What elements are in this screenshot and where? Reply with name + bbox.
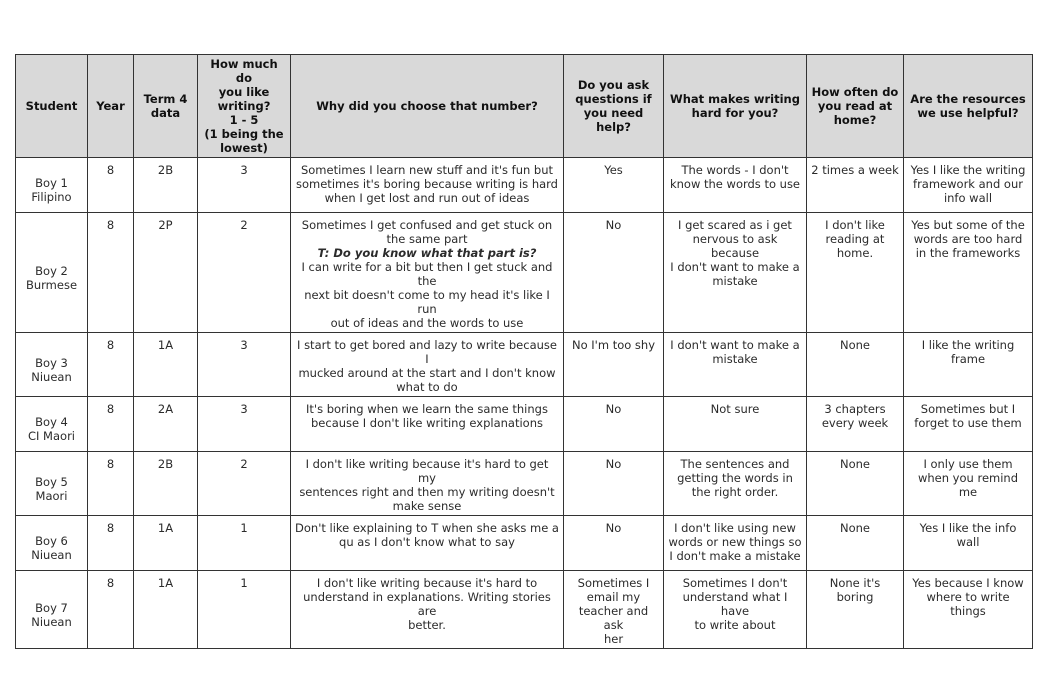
resources-cell xyxy=(904,452,1033,516)
read-at-home-cell-line: 3 chapters xyxy=(824,402,886,416)
read-at-home-cell-line: boring xyxy=(836,590,874,604)
header-row xyxy=(16,55,1033,158)
header-why-number xyxy=(291,55,564,158)
student-cell-line: Boy 2 xyxy=(35,263,68,278)
what-makes-hard-cell xyxy=(664,452,807,516)
what-makes-hard-cell xyxy=(664,397,807,452)
what-makes-hard-cell-line: The words - I don't xyxy=(681,163,789,177)
header-line: Student xyxy=(25,99,78,113)
header-resources-helpful xyxy=(904,55,1033,158)
why-cell-line: the same part xyxy=(386,232,468,246)
table-row xyxy=(16,452,1033,516)
read-at-home-cell-line: I don't like xyxy=(825,218,885,232)
student-cell-line: Boy 5 xyxy=(35,474,68,489)
header-line: data xyxy=(150,106,181,120)
student-cell-line: CI Maori xyxy=(27,429,75,443)
resources-cell xyxy=(904,571,1033,649)
ask-questions-cell xyxy=(564,571,664,649)
read-at-home-cell-line: reading at xyxy=(825,232,885,246)
what-makes-hard-cell-line: nervous to ask because xyxy=(692,232,778,260)
table-row xyxy=(16,333,1033,397)
header-line: hard for you? xyxy=(691,106,779,120)
why-cell-line: sentences right and then my writing doesn't xyxy=(299,485,555,499)
ask-questions-cell-line: No xyxy=(605,457,622,471)
header-line: How often do xyxy=(811,85,899,99)
ask-questions-cell xyxy=(564,516,664,571)
what-makes-hard-cell-line: mistake xyxy=(712,352,758,366)
read-at-home-cell-line: home. xyxy=(836,246,874,260)
what-makes-hard-cell-line: I get scared as i get xyxy=(678,218,792,232)
resources-cell xyxy=(904,158,1033,213)
what-makes-hard-cell-line: words or new things so xyxy=(668,535,802,549)
why-cell xyxy=(291,516,564,571)
resources-cell-line: Yes because I know xyxy=(912,576,1024,590)
ask-questions-cell xyxy=(564,333,664,397)
ask-questions-cell xyxy=(564,397,664,452)
header-line: Do you ask xyxy=(577,78,650,92)
read-at-home-cell xyxy=(807,571,904,649)
why-cell-line: out of ideas and the words to use xyxy=(330,316,524,330)
what-makes-hard-cell xyxy=(664,158,807,213)
student-cell-line: Burmese xyxy=(25,277,78,292)
header-line: you need help? xyxy=(583,106,644,134)
read-at-home-cell xyxy=(807,397,904,452)
year-cell: 8 xyxy=(88,397,134,452)
what-makes-hard-cell-line: getting the words in xyxy=(677,471,793,485)
resources-cell-line: info wall xyxy=(943,191,993,205)
student-cell-line: Filipino xyxy=(31,190,72,204)
what-makes-hard-cell xyxy=(664,213,807,333)
year-cell: 8 xyxy=(88,333,134,397)
ask-questions-cell-line: No xyxy=(605,521,622,535)
resources-cell-line: forget to use them xyxy=(914,416,1022,430)
student-cell xyxy=(16,452,88,516)
header-line: writing? xyxy=(217,99,271,113)
ask-questions-cell xyxy=(564,158,664,213)
header-line: What makes writing xyxy=(670,92,800,106)
why-cell-line: sometimes it's boring because writing is hard xyxy=(296,177,558,191)
why-cell-line: make sense xyxy=(392,499,462,513)
rating-cell: 3 xyxy=(198,158,291,213)
why-cell-line: better. xyxy=(408,618,446,632)
resources-cell-line: Yes I like the info xyxy=(919,521,1017,535)
resources-cell-line: I like the writing xyxy=(921,338,1015,352)
why-cell xyxy=(291,333,564,397)
table-row xyxy=(16,213,1033,333)
why-cell xyxy=(291,397,564,452)
read-at-home-cell-line: None xyxy=(839,521,870,535)
student-cell-line: Niuean xyxy=(31,369,72,384)
why-cell-line: mucked around at the start and I don't know xyxy=(298,366,556,380)
student-cell-line: Maori xyxy=(35,488,68,503)
what-makes-hard-cell-line: understand what I have xyxy=(682,590,788,618)
rating-cell: 1 xyxy=(198,516,291,571)
why-cell-line: I don't like writing because it's hard to get my xyxy=(305,457,549,485)
what-makes-hard-cell-line: mistake xyxy=(712,274,758,288)
what-makes-hard-cell-line: I don't want to make a xyxy=(670,260,800,274)
what-makes-hard-cell-line: I don't make a mistake xyxy=(669,549,801,563)
term-data-cell: 2A xyxy=(134,397,198,452)
header-line: lowest) xyxy=(220,141,268,155)
ask-questions-cell-line: email my xyxy=(586,590,641,604)
resources-cell-line: where to write xyxy=(926,590,1010,604)
read-at-home-cell xyxy=(807,452,904,516)
what-makes-hard-cell-line: I don't like using new xyxy=(674,521,796,535)
read-at-home-cell-line: every week xyxy=(821,416,889,430)
header-line: (1 being the xyxy=(204,127,284,141)
read-at-home-cell xyxy=(807,158,904,213)
year-cell: 8 xyxy=(88,213,134,333)
why-cell-line: when I get lost and run out of ideas xyxy=(324,191,530,205)
what-makes-hard-cell-line: Sometimes I don't xyxy=(682,576,788,590)
why-cell-line: I start to get bored and lazy to write because I xyxy=(297,338,557,366)
rating-cell: 3 xyxy=(198,397,291,452)
why-cell-line: Don't like explaining to T when she asks me a xyxy=(295,521,559,535)
resources-cell xyxy=(904,516,1033,571)
header-ask-questions xyxy=(564,55,664,158)
teacher-question: T: Do you know what that part is? xyxy=(317,246,537,260)
read-at-home-cell-line: None it's xyxy=(829,576,881,590)
why-cell-line: understand in explanations. Writing stories are xyxy=(303,590,551,618)
why-cell xyxy=(291,452,564,516)
year-cell: 8 xyxy=(88,158,134,213)
why-cell-line: Sometimes I get confused and get stuck on xyxy=(301,218,553,232)
header-line: How much do xyxy=(210,57,278,85)
what-makes-hard-cell xyxy=(664,516,807,571)
rating-cell: 2 xyxy=(198,213,291,333)
ask-questions-cell-line: her xyxy=(603,632,624,646)
resources-cell-line: when you remind xyxy=(917,471,1019,485)
term-data-cell: 1A xyxy=(134,571,198,649)
ask-questions-cell-line: No xyxy=(605,402,622,416)
resources-cell-line: Yes but some of the xyxy=(911,218,1025,232)
term-data-cell: 1A xyxy=(134,516,198,571)
header-line: Are the resources xyxy=(910,92,1026,106)
resources-cell-line: frame xyxy=(950,352,986,366)
resources-cell-line: in the frameworks xyxy=(915,246,1021,260)
rating-cell: 3 xyxy=(198,333,291,397)
why-cell xyxy=(291,571,564,649)
header-line: you like xyxy=(218,85,270,99)
term-data-cell: 2B xyxy=(134,452,198,516)
why-cell xyxy=(291,158,564,213)
resources-cell-line: words are too hard xyxy=(913,232,1023,246)
student-cell-line: Niuean xyxy=(31,548,72,562)
term-data-cell: 1A xyxy=(134,333,198,397)
header-line: Year xyxy=(96,99,125,113)
resources-cell-line: things xyxy=(950,604,986,618)
what-makes-hard-cell-line: to write about xyxy=(694,618,776,632)
read-at-home-cell xyxy=(807,516,904,571)
student-cell xyxy=(16,571,88,649)
term-data-cell: 2P xyxy=(134,213,198,333)
read-at-home-cell xyxy=(807,213,904,333)
rating-cell: 2 xyxy=(198,452,291,516)
read-at-home-cell-line: 2 times a week xyxy=(811,163,899,177)
why-cell-line: I don't like writing because it's hard to xyxy=(316,576,538,590)
header-term-4-data xyxy=(134,55,198,158)
why-cell-line: Sometimes I learn new stuff and it's fun but xyxy=(300,163,554,177)
header-line: Term 4 xyxy=(143,92,188,106)
why-cell-line: next bit doesn't come to my head it's like I run xyxy=(304,288,550,316)
student-cell xyxy=(16,516,88,571)
header-line: you read at xyxy=(817,99,893,113)
student-cell xyxy=(16,213,88,333)
student-cell-line: Boy 1 xyxy=(35,176,68,190)
what-makes-hard-cell-line: The sentences and xyxy=(680,457,790,471)
resources-cell-line: I only use them xyxy=(923,457,1013,471)
ask-questions-cell xyxy=(564,452,664,516)
table-row xyxy=(16,571,1033,649)
what-makes-hard-cell xyxy=(664,571,807,649)
header-line: we use helpful? xyxy=(917,106,1019,120)
what-makes-hard-cell xyxy=(664,333,807,397)
header-line: Why did you choose that number? xyxy=(316,99,538,113)
table-row xyxy=(16,516,1033,571)
student-cell xyxy=(16,333,88,397)
ask-questions-cell xyxy=(564,213,664,333)
year-cell: 8 xyxy=(88,516,134,571)
what-makes-hard-cell-line: know the words to use xyxy=(669,177,801,191)
resources-cell xyxy=(904,333,1033,397)
table-row xyxy=(16,158,1033,213)
table-body xyxy=(16,158,1033,649)
ask-questions-cell-line: No I'm too shy xyxy=(571,338,656,352)
resources-cell-line: wall xyxy=(956,535,980,549)
ask-questions-cell-line: Yes xyxy=(604,163,623,177)
year-cell: 8 xyxy=(88,571,134,649)
header-student xyxy=(16,55,88,158)
read-at-home-cell xyxy=(807,333,904,397)
header-what-makes-hard xyxy=(664,55,807,158)
what-makes-hard-cell-line: the right order. xyxy=(691,485,779,499)
year-cell: 8 xyxy=(88,452,134,516)
read-at-home-cell-line: None xyxy=(839,338,870,352)
student-cell-line: Niuean xyxy=(31,614,72,629)
term-data-cell: 2B xyxy=(134,158,198,213)
header-how-much-like-writing xyxy=(198,55,291,158)
resources-cell-line: Yes I like the writing xyxy=(910,163,1026,177)
read-at-home-cell-line: None xyxy=(839,457,870,471)
ask-questions-cell-line: Sometimes I xyxy=(577,576,650,590)
student-cell-line: Boy 7 xyxy=(35,600,68,615)
resources-cell-line: Sometimes but I xyxy=(920,402,1016,416)
student-cell-line: Boy 4 xyxy=(35,415,68,429)
rating-cell: 1 xyxy=(198,571,291,649)
student-cell-line: Boy 6 xyxy=(35,534,68,548)
header-year xyxy=(88,55,134,158)
resources-cell xyxy=(904,397,1033,452)
what-makes-hard-cell-line: I don't want to make a xyxy=(670,338,800,352)
header-how-often-read xyxy=(807,55,904,158)
table-row xyxy=(16,397,1033,452)
header-line: home? xyxy=(833,113,877,127)
why-cell-line: because I don't like writing explanations xyxy=(311,416,543,430)
header-line: 1 - 5 xyxy=(229,113,259,127)
why-cell-line: what to do xyxy=(396,380,458,394)
student-cell xyxy=(16,158,88,213)
header-line: questions if xyxy=(575,92,652,106)
ask-questions-cell-line: teacher and ask xyxy=(578,604,649,632)
why-cell-line: qu as I don't know what to say xyxy=(339,535,515,549)
student-cell-line: Boy 3 xyxy=(35,355,68,370)
resources-cell-line: framework and our xyxy=(913,177,1023,191)
resources-cell-line: me xyxy=(958,485,978,499)
what-makes-hard-cell-line: Not sure xyxy=(710,402,760,416)
survey-table xyxy=(15,54,1033,649)
why-cell-line: It's boring when we learn the same things xyxy=(306,402,548,416)
resources-cell xyxy=(904,213,1033,333)
why-cell-line: I can write for a bit but then I get stuck and the xyxy=(301,260,553,288)
student-cell xyxy=(16,397,88,452)
why-cell xyxy=(291,213,564,333)
ask-questions-cell-line: No xyxy=(605,218,622,232)
